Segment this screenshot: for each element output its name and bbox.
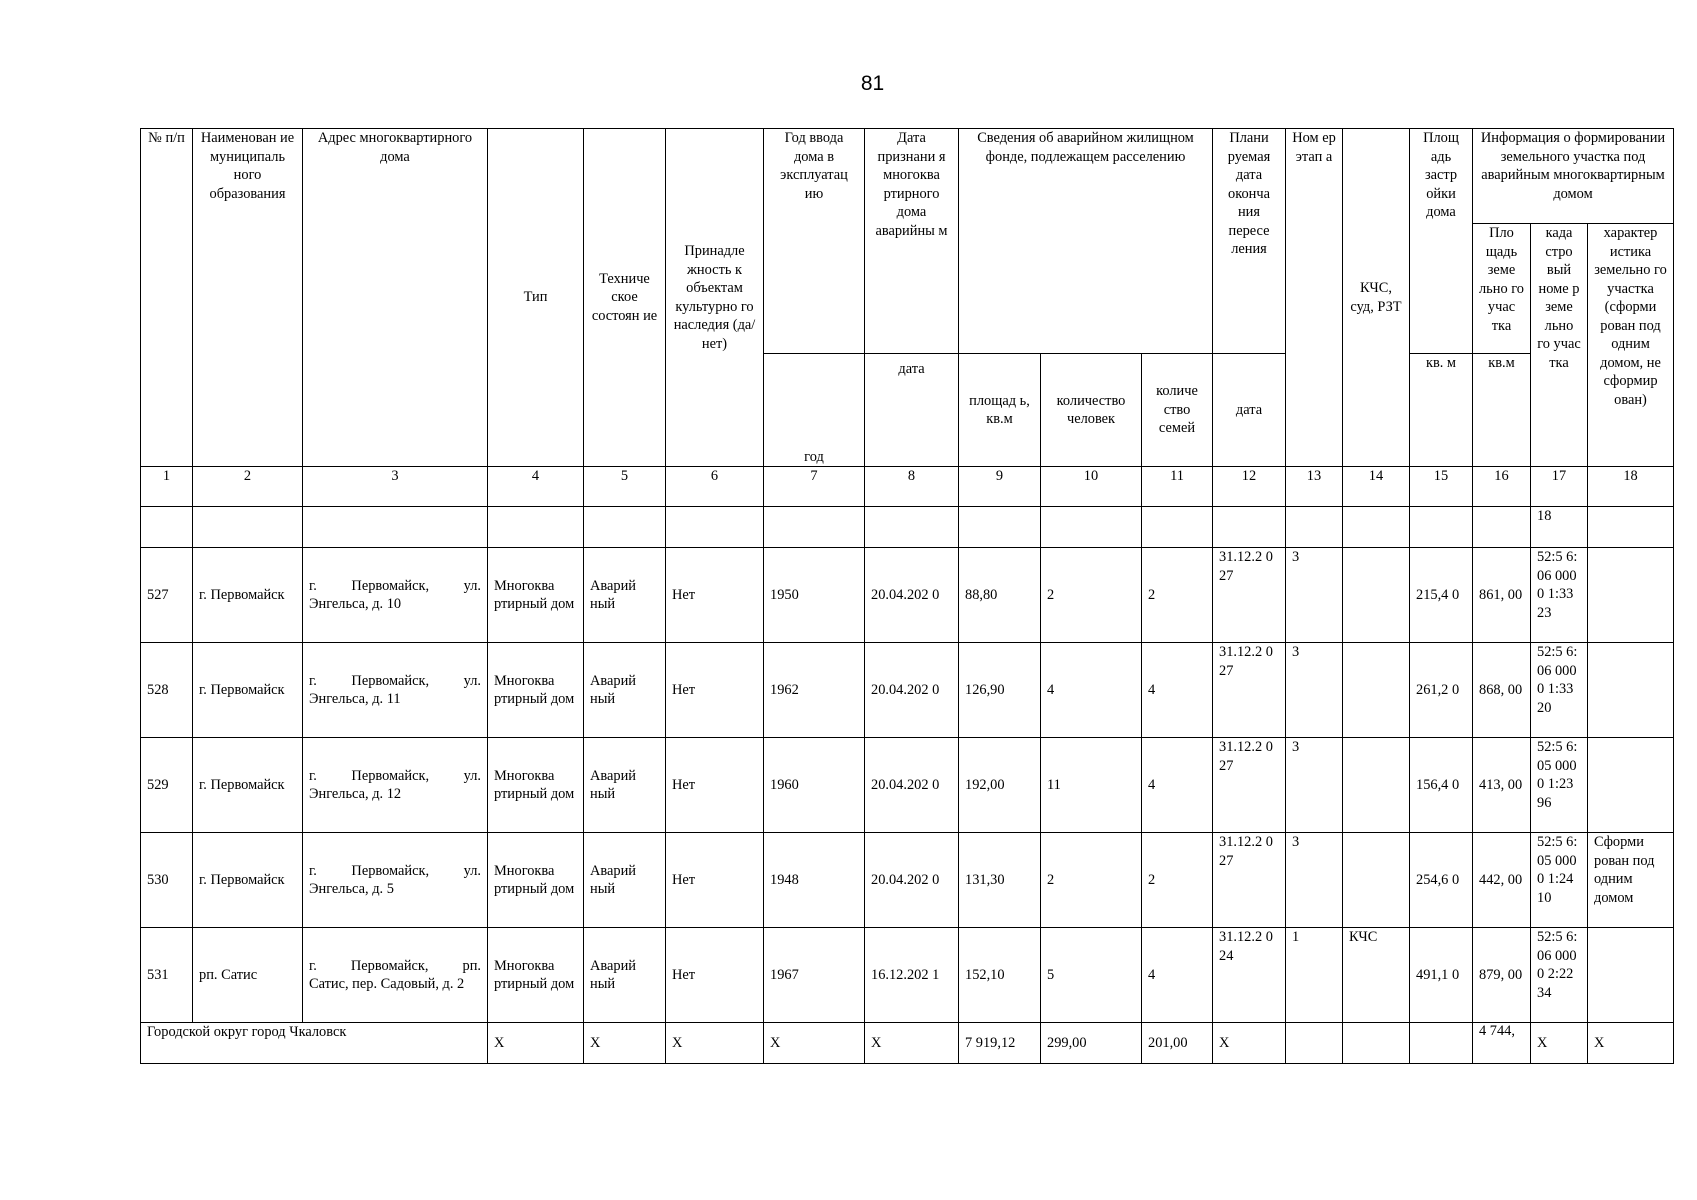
address-line-1: г. Первомайск, ул. <box>309 767 481 784</box>
address-line-2: Энгельса, д. 10 <box>309 596 402 612</box>
row-land-area: 868, 00 <box>1473 643 1531 738</box>
row-date: 20.04.202 0 <box>865 548 959 643</box>
row-people: 2 <box>1041 548 1142 643</box>
column-number: 14 <box>1343 467 1410 507</box>
table-row <box>141 643 1674 738</box>
row-people: 11 <box>1041 738 1142 833</box>
row-families: 4 <box>1142 738 1213 833</box>
row-families: 2 <box>1142 833 1213 928</box>
row-land-area: 413, 00 <box>1473 738 1531 833</box>
row-address <box>303 928 488 1023</box>
row-state: Аварий ный <box>584 643 666 738</box>
address-line-2: Энгельса, д. 11 <box>309 691 401 707</box>
header-recognition-date: Дата признани я многоква ртирного дома аварийны м <box>865 129 959 354</box>
column-number: 10 <box>1041 467 1142 507</box>
total-people: 299,00 <box>1041 1023 1142 1064</box>
row-type: Многоква ртирный дом <box>488 548 584 643</box>
row-families: 4 <box>1142 928 1213 1023</box>
header-technical-state: Техниче ское состоян ие <box>584 129 666 467</box>
header-date-sub: дата <box>865 354 959 467</box>
table-row <box>141 833 1674 928</box>
address-line-2: Энгельса, д. 12 <box>309 786 402 802</box>
row-stage: 1 <box>1286 928 1343 1023</box>
column-number: 18 <box>1588 467 1674 507</box>
address-line-2: Энгельса, д. 5 <box>309 881 394 897</box>
row-building-area: 254,6 0 <box>1410 833 1473 928</box>
row-area: 126,90 <box>959 643 1041 738</box>
row-stage: 3 <box>1286 548 1343 643</box>
row-municipality: г. Первомайск <box>193 548 303 643</box>
row-date: 20.04.202 0 <box>865 738 959 833</box>
row-number: 531 <box>141 928 193 1023</box>
row-year: 1948 <box>764 833 865 928</box>
total-cell: X <box>865 1023 959 1064</box>
row-area: 88,80 <box>959 548 1041 643</box>
row-cadastre: 52:5 6:06 0000 1:33 20 <box>1531 643 1588 738</box>
row-stage: 3 <box>1286 833 1343 928</box>
column-number: 15 <box>1410 467 1473 507</box>
header-municipality: Наименован ие муниципаль ного образования <box>193 129 303 467</box>
total-cell: X <box>1588 1023 1674 1064</box>
row-municipality: г. Первомайск <box>193 833 303 928</box>
header-area: площад ь, кв.м <box>959 354 1041 467</box>
header-building-area-unit: кв. м <box>1410 354 1473 467</box>
column-number: 11 <box>1142 467 1213 507</box>
column-number: 17 <box>1531 467 1588 507</box>
row-address <box>303 833 488 928</box>
total-cell: X <box>584 1023 666 1064</box>
row-number: 529 <box>141 738 193 833</box>
total-land-area: 4 744, <box>1473 1023 1531 1064</box>
row-planned-date: 31.12.2 027 <box>1213 833 1286 928</box>
header-planned-date: Плани руемая дата оконча ния пересе ления <box>1213 129 1286 354</box>
column-number: 4 <box>488 467 584 507</box>
total-cell <box>1286 1023 1343 1064</box>
row-number: 527 <box>141 548 193 643</box>
column-number: 2 <box>193 467 303 507</box>
row-state: Аварий ный <box>584 548 666 643</box>
column-number: 7 <box>764 467 865 507</box>
total-families: 201,00 <box>1142 1023 1213 1064</box>
total-cell <box>1343 1023 1410 1064</box>
total-cell <box>1410 1023 1473 1064</box>
total-cell: X <box>488 1023 584 1064</box>
total-area: 7 919,12 <box>959 1023 1041 1064</box>
row-year: 1962 <box>764 643 865 738</box>
row-heritage: Нет <box>666 548 764 643</box>
row-land-character <box>1588 928 1674 1023</box>
row-state: Аварий ный <box>584 833 666 928</box>
row-type: Многоква ртирный дом <box>488 643 584 738</box>
column-number: 8 <box>865 467 959 507</box>
row-cadastre: 52:5 6:06 0000 2:22 34 <box>1531 928 1588 1023</box>
header-heritage: Принадле жность к объектам культурно го наследия (да/нет) <box>666 129 764 467</box>
row-cadastre: 52:5 6:05 0000 1:24 10 <box>1531 833 1588 928</box>
carry-over-row <box>141 507 1674 548</box>
row-type: Многоква ртирный дом <box>488 928 584 1023</box>
row-people: 5 <box>1041 928 1142 1023</box>
header-year: Год ввода дома в эксплуатац ию <box>764 129 865 354</box>
row-people: 2 <box>1041 833 1142 928</box>
row-address <box>303 643 488 738</box>
row-year: 1960 <box>764 738 865 833</box>
total-label: Городской округ город Чкаловск <box>141 1023 488 1064</box>
header-type: Тип <box>488 129 584 467</box>
total-cell: X <box>1213 1023 1286 1064</box>
column-number: 13 <box>1286 467 1343 507</box>
row-heritage: Нет <box>666 928 764 1023</box>
row-type: Многоква ртирный дом <box>488 833 584 928</box>
row-area: 131,30 <box>959 833 1041 928</box>
row-date: 20.04.202 0 <box>865 833 959 928</box>
table-row <box>141 928 1674 1023</box>
row-building-area: 215,4 0 <box>1410 548 1473 643</box>
column-number-row <box>141 467 1674 507</box>
table-row <box>141 548 1674 643</box>
header-building-area: Площ адь застр ойки дома <box>1410 129 1473 354</box>
address-line-1: г. Первомайск, ул. <box>309 577 481 594</box>
row-address <box>303 548 488 643</box>
header-people: количество человек <box>1041 354 1142 467</box>
header-land-area: Пло щадь земе льно го учас тка <box>1473 224 1531 354</box>
row-families: 2 <box>1142 548 1213 643</box>
row-cadastre: 52:5 6:06 0000 1:33 23 <box>1531 548 1588 643</box>
row-building-area: 261,2 0 <box>1410 643 1473 738</box>
column-number: 16 <box>1473 467 1531 507</box>
column-number: 6 <box>666 467 764 507</box>
row-land-area: 861, 00 <box>1473 548 1531 643</box>
row-kchs: КЧС <box>1343 928 1410 1023</box>
row-year: 1950 <box>764 548 865 643</box>
row-kchs <box>1343 738 1410 833</box>
column-number: 9 <box>959 467 1041 507</box>
carry-over-cadastre: 18 <box>1531 507 1588 548</box>
row-date: 16.12.202 1 <box>865 928 959 1023</box>
header-families: количе ство семей <box>1142 354 1213 467</box>
row-municipality: г. Первомайск <box>193 738 303 833</box>
row-people: 4 <box>1041 643 1142 738</box>
row-year: 1967 <box>764 928 865 1023</box>
row-stage: 3 <box>1286 738 1343 833</box>
row-number: 530 <box>141 833 193 928</box>
header-address: Адрес многоквартирного дома <box>303 129 488 467</box>
row-area: 152,10 <box>959 928 1041 1023</box>
row-families: 4 <box>1142 643 1213 738</box>
row-number: 528 <box>141 643 193 738</box>
row-building-area: 491,1 0 <box>1410 928 1473 1023</box>
column-number: 3 <box>303 467 488 507</box>
header-planned-date-sub: дата <box>1213 354 1286 467</box>
row-state: Аварий ный <box>584 738 666 833</box>
header-number: № п/п <box>141 129 193 467</box>
header-stage: Ном ер этап а <box>1286 129 1343 467</box>
row-kchs <box>1343 833 1410 928</box>
address-line-1: г. Первомайск, ул. <box>309 672 481 689</box>
row-planned-date: 31.12.2 024 <box>1213 928 1286 1023</box>
total-row <box>141 1023 1674 1064</box>
row-land-character <box>1588 738 1674 833</box>
row-land-character <box>1588 548 1674 643</box>
row-land-area: 442, 00 <box>1473 833 1531 928</box>
row-state: Аварий ный <box>584 928 666 1023</box>
row-heritage: Нет <box>666 738 764 833</box>
address-line-1: г. Первомайск, рп. <box>309 957 481 974</box>
header-land-character: характер истика земельно го участка (сформи рован под одним домом, не сформир ован) <box>1588 224 1674 467</box>
row-cadastre: 52:5 6:05 0000 1:23 96 <box>1531 738 1588 833</box>
address-line-1: г. Первомайск, ул. <box>309 862 481 879</box>
row-land-character <box>1588 643 1674 738</box>
row-stage: 3 <box>1286 643 1343 738</box>
page-number: 81 <box>860 72 885 95</box>
row-kchs <box>1343 643 1410 738</box>
row-land-area: 879, 00 <box>1473 928 1531 1023</box>
row-heritage: Нет <box>666 643 764 738</box>
emergency-housing-table <box>140 128 1674 1064</box>
row-date: 20.04.202 0 <box>865 643 959 738</box>
row-municipality: рп. Сатис <box>193 928 303 1023</box>
row-area: 192,00 <box>959 738 1041 833</box>
row-planned-date: 31.12.2 027 <box>1213 738 1286 833</box>
row-land-character: Сформи рован под одним домом <box>1588 833 1674 928</box>
row-planned-date: 31.12.2 027 <box>1213 643 1286 738</box>
header-land-area-unit: кв.м <box>1473 354 1531 467</box>
header-land-info: Информация о формировании земельного участка под аварийным многоквартирным домом <box>1473 129 1674 224</box>
row-kchs <box>1343 548 1410 643</box>
row-building-area: 156,4 0 <box>1410 738 1473 833</box>
row-type: Многоква ртирный дом <box>488 738 584 833</box>
header-cadastre: када стро вый номе р земе льно го учас тка <box>1531 224 1588 467</box>
row-address <box>303 738 488 833</box>
header-kchs: КЧС, суд, РЗТ <box>1343 129 1410 467</box>
column-number: 12 <box>1213 467 1286 507</box>
row-planned-date: 31.12.2 027 <box>1213 548 1286 643</box>
header-year-sub: год <box>764 354 865 467</box>
row-heritage: Нет <box>666 833 764 928</box>
column-number: 1 <box>141 467 193 507</box>
address-line-2: Сатис, пер. Садовый, д. 2 <box>309 976 465 992</box>
column-number: 5 <box>584 467 666 507</box>
total-cell: X <box>666 1023 764 1064</box>
row-municipality: г. Первомайск <box>193 643 303 738</box>
total-cell: X <box>764 1023 865 1064</box>
header-housing-info: Сведения об аварийном жилищном фонде, подлежащем расселению <box>959 129 1213 354</box>
table-row <box>141 738 1674 833</box>
total-cell: X <box>1531 1023 1588 1064</box>
